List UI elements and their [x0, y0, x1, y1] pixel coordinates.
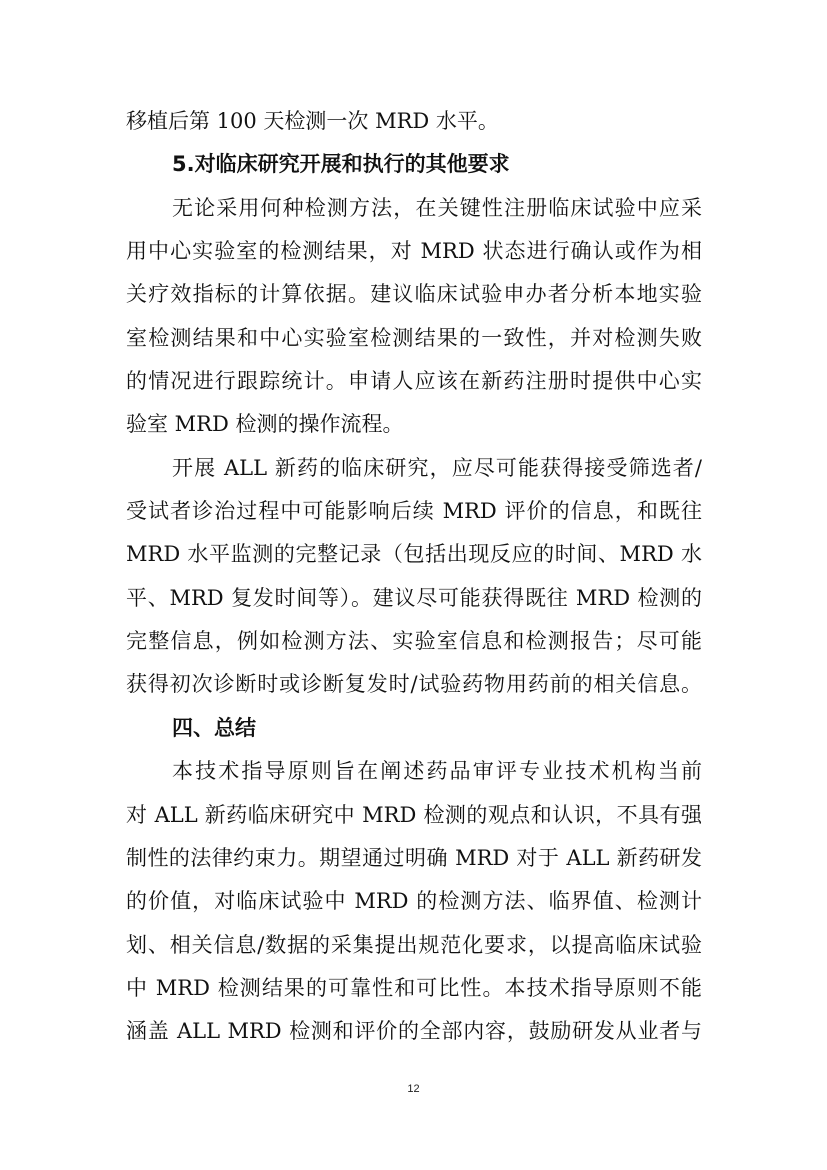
- section-heading-summary: 四、总结: [172, 715, 256, 740]
- text-line: 制性的法律约束力。期望通过明确 MRD 对于 ALL 新药研发: [126, 845, 702, 870]
- text-line: 中 MRD 检测结果的可靠性和可比性。本技术指导原则不能: [126, 975, 702, 1000]
- text-line: MRD 水平监测的完整记录（包括出现反应的时间、MRD 水: [126, 542, 702, 567]
- body-text: [126, 100, 702, 1054]
- text-line: 划、相关信息/数据的采集提出规范化要求，以提高临床试验: [126, 932, 702, 957]
- text-line: 完整信息，例如检测方法、实验室信息和检测报告；尽可能: [126, 629, 702, 654]
- text-line: 对 ALL 新药临床研究中 MRD 检测的观点和认识，不具有强: [126, 802, 702, 827]
- section-heading-other-requirements: 5.对临床研究开展和执行的其他要求: [172, 152, 510, 177]
- page-number: 12: [407, 1083, 420, 1095]
- text-line: 用中心实验室的检测结果，对 MRD 状态进行确认或作为相: [126, 239, 702, 264]
- text-line: 移植后第 100 天检测一次 MRD 水平。: [126, 109, 499, 133]
- text-line: 的价值，对临床试验中 MRD 的检测方法、临界值、检测计: [126, 889, 702, 914]
- text-line: 本技术指导原则旨在阐述药品审评专业技术机构当前: [172, 759, 702, 784]
- text-line: 关疗效指标的计算依据。建议临床试验申办者分析本地实验: [126, 282, 702, 307]
- text-line: 无论采用何种检测方法，在关键性注册临床试验中应采: [172, 195, 702, 220]
- text-line: 受试者诊治过程中可能影响后续 MRD 评价的信息，和既往: [126, 499, 702, 524]
- text-line: 室检测结果和中心实验室检测结果的一致性，并对检测失败: [126, 325, 702, 350]
- text-line: 平、MRD 复发时间等）。建议尽可能获得既往 MRD 检测的: [126, 585, 702, 610]
- text-line: 验室 MRD 检测的操作流程。: [126, 412, 404, 437]
- text-line: 开展 ALL 新药的临床研究，应尽可能获得接受筛选者/: [172, 455, 702, 480]
- text-line: 涵盖 ALL MRD 检测和评价的全部内容，鼓励研发从业者与: [126, 1019, 702, 1044]
- text-line: 获得初次诊断时或诊断复发时/试验药物用药前的相关信息。: [126, 672, 702, 697]
- text-line: 的情况进行跟踪统计。申请人应该在新药注册时提供中心实: [126, 369, 702, 394]
